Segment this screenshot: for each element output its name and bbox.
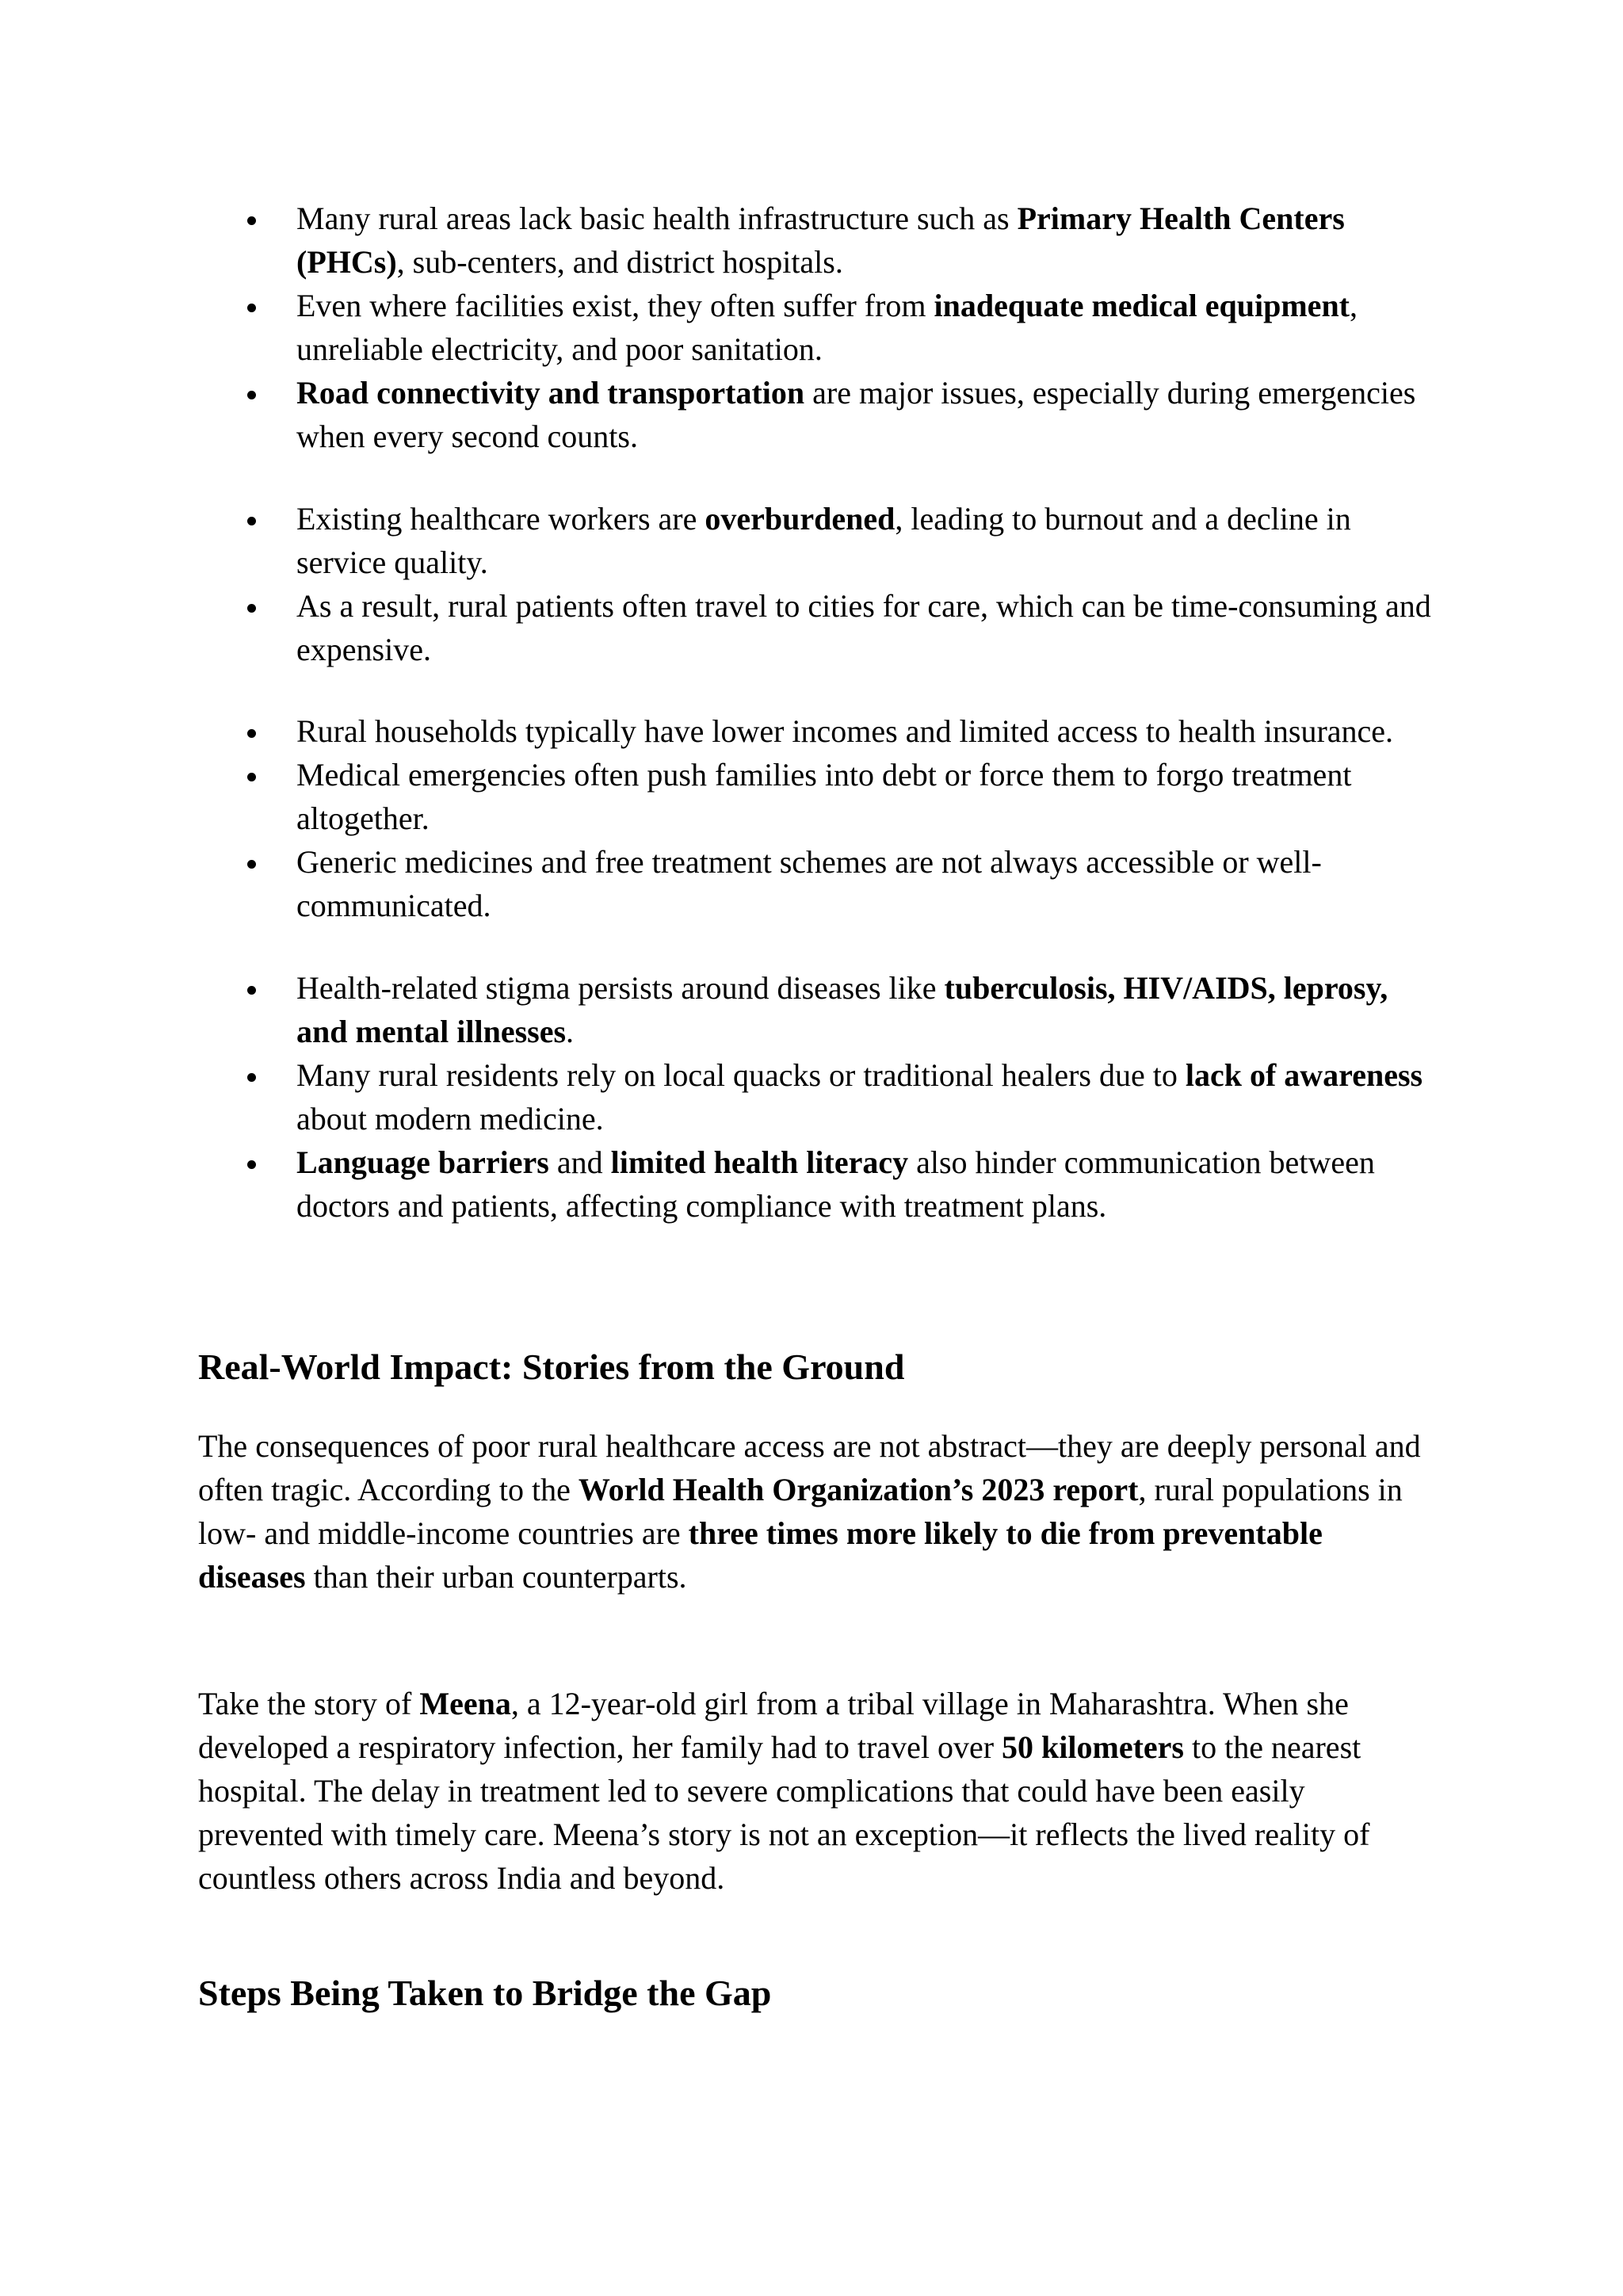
text-run: , rural populations in low- and middle-income countries are [198, 1472, 1403, 1551]
bullet-list-awareness [0, 966, 1438, 1228]
bullet-icon [247, 604, 256, 613]
list-item-text [296, 501, 1351, 580]
text-run: Existing healthcare workers are [296, 501, 705, 537]
bullet-icon [247, 517, 256, 525]
list-item [0, 966, 1438, 1053]
text-run: about modern medicine. [296, 1101, 604, 1137]
bullet-icon [247, 304, 256, 312]
list-item-text [296, 588, 1431, 667]
paragraph-consequences [198, 1424, 1434, 1599]
list-item-text [296, 1057, 1423, 1137]
text-run: and [548, 1144, 611, 1180]
list-item-text [296, 201, 1345, 280]
bullet-icon [247, 1160, 256, 1169]
text-run: than their urban counterparts. [305, 1559, 687, 1595]
bold-text: overburdened [705, 501, 896, 537]
text-run: Medical emergencies often push families into debt or force them to forgo treatment altogether. [296, 757, 1352, 836]
list-item [0, 584, 1438, 671]
section-heading-real-world-impact: Real-World Impact: Stories from the Ground [198, 1347, 905, 1387]
text-run: Take the story of [198, 1686, 420, 1721]
bullet-icon [247, 729, 256, 738]
bullet-icon [247, 773, 256, 781]
bold-text: lack of awareness [1185, 1057, 1423, 1093]
bold-text: Meena [419, 1686, 511, 1721]
text-run: , unreliable electricity, and poor sanitation. [296, 288, 1358, 367]
text-run: , leading to burnout and a decline in service quality. [296, 501, 1351, 580]
list-item [0, 284, 1438, 371]
text-run: Generic medicines and free treatment schemes are not always accessible or well-communicated. [296, 844, 1322, 923]
list-item [0, 1053, 1438, 1140]
bullet-icon [247, 1073, 256, 1082]
list-item-text [296, 970, 1388, 1049]
list-item [0, 709, 1438, 753]
text-run: , a 12-year-old girl from a tribal village in Maharashtra. When she developed a respiratory infection, her family had to travel over [198, 1686, 1349, 1765]
list-item [0, 1140, 1438, 1228]
list-item [0, 497, 1438, 584]
list-item [0, 840, 1438, 927]
text-run: Rural households typically have lower incomes and limited access to health insurance. [296, 713, 1394, 749]
text-run: As a result, rural patients often travel to cities for care, which can be time-consuming and expensive. [296, 588, 1431, 667]
bold-text: 50 kilometers [1002, 1729, 1184, 1765]
list-item [0, 197, 1438, 284]
text-run: The consequences of poor rural healthcare access are not abstract—they are deeply personal and often tragic. According to the [198, 1428, 1421, 1507]
bold-text: inadequate medical equipment [934, 288, 1350, 323]
bold-text: three times more likely to die from preventable diseases [198, 1515, 1323, 1595]
text-run: , sub-centers, and district hospitals. [396, 244, 843, 280]
list-item-text [296, 288, 1358, 367]
text-run: are major issues, especially during emergencies when every second counts. [296, 375, 1416, 454]
bullet-icon [247, 216, 256, 225]
list-item-text [296, 1144, 1375, 1224]
bold-text: Primary Health Centers (PHCs) [296, 201, 1345, 280]
bold-text: limited health literacy [610, 1144, 909, 1180]
bullet-list-financial [0, 709, 1438, 927]
text-run: Many rural areas lack basic health infrastructure such as [296, 201, 1018, 236]
bullet-list-infrastructure [0, 197, 1438, 458]
list-item-text [296, 757, 1351, 836]
bold-text: Language barriers [296, 1144, 549, 1180]
list-item-text [296, 375, 1415, 454]
bold-text: Road connectivity and transportation [296, 375, 805, 411]
bullet-icon [247, 391, 256, 399]
text-run: also hinder communication between doctors and patients, affecting compliance with treatment plans. [296, 1144, 1375, 1224]
text-run: Many rural residents rely on local quacks or traditional healers due to [296, 1057, 1186, 1093]
bullet-list-workforce [0, 497, 1438, 671]
text-run: Health-related stigma persists around diseases like [296, 970, 945, 1006]
list-item [0, 753, 1438, 840]
paragraph-meena-story [198, 1682, 1434, 1900]
list-item [0, 371, 1438, 458]
text-run: . [566, 1014, 575, 1049]
list-item-text [296, 713, 1393, 749]
text-run: to the nearest hospital. The delay in treatment led to severe complications that could have been easily prevented with timely care. Meena’s story is not an exception—it reflects the lived reality of countless others across India and beyond. [198, 1729, 1370, 1896]
bullet-icon [247, 986, 256, 995]
bold-text: World Health Organization’s 2023 report [578, 1472, 1139, 1507]
section-heading-steps-taken: Steps Being Taken to Bridge the Gap [198, 1973, 772, 2013]
bullet-icon [247, 860, 256, 869]
text-run: Even where facilities exist, they often suffer from [296, 288, 934, 323]
list-item-text [296, 844, 1322, 923]
bold-text: tuberculosis, HIV/AIDS, leprosy, and mental illnesses [296, 970, 1388, 1049]
